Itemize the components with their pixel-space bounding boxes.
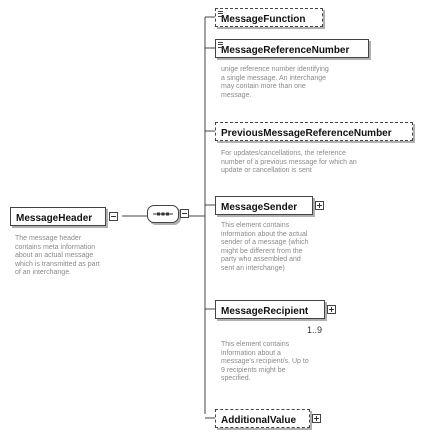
element-message-recipient[interactable] <box>215 300 325 319</box>
element-label: MessageSender <box>221 202 298 213</box>
element-label: PreviousMessageReferenceNumber <box>221 128 392 139</box>
element-description: This element contains information about the actual sender of a message (which might be different from the party who assembled and sent an interchange) <box>221 222 309 272</box>
element-previous-message-reference-number[interactable] <box>215 122 413 141</box>
documentation-icon <box>218 42 223 48</box>
element-additional-value[interactable] <box>215 409 310 428</box>
sequence-icon <box>147 205 179 223</box>
collapse-icon[interactable] <box>180 209 189 218</box>
collapse-icon[interactable] <box>109 212 118 221</box>
element-description: The message header contains meta information about an actual message which is transmitted as part of an interchange. <box>15 235 100 277</box>
element-label: MessageHeader <box>16 213 93 224</box>
element-description: unige reference number identifying a single message. An interchange may contain more than one message. <box>221 66 329 99</box>
expand-icon[interactable] <box>327 305 336 314</box>
element-description: This element contains information about a message's recipient/s. Up to 9 recipients might be specified. <box>221 341 309 383</box>
expand-icon[interactable] <box>315 201 324 210</box>
element-label: MessageFunction <box>221 14 306 25</box>
element-label: AdditionalValue <box>221 415 297 426</box>
expand-icon[interactable] <box>312 414 321 423</box>
element-description: For updates/cancellations, the reference number of a previous message for which an update or cancellation is sent <box>221 150 357 175</box>
sequence-compositor[interactable] <box>147 205 179 223</box>
element-message-header[interactable] <box>10 207 106 226</box>
element-message-function[interactable] <box>215 8 323 27</box>
element-label: MessageRecipient <box>221 306 309 317</box>
element-message-sender[interactable] <box>215 196 313 215</box>
element-label: MessageReferenceNumber <box>221 45 350 56</box>
element-message-reference-number[interactable] <box>215 39 369 58</box>
cardinality-label: 1..9 <box>307 325 323 335</box>
documentation-icon <box>218 11 223 17</box>
